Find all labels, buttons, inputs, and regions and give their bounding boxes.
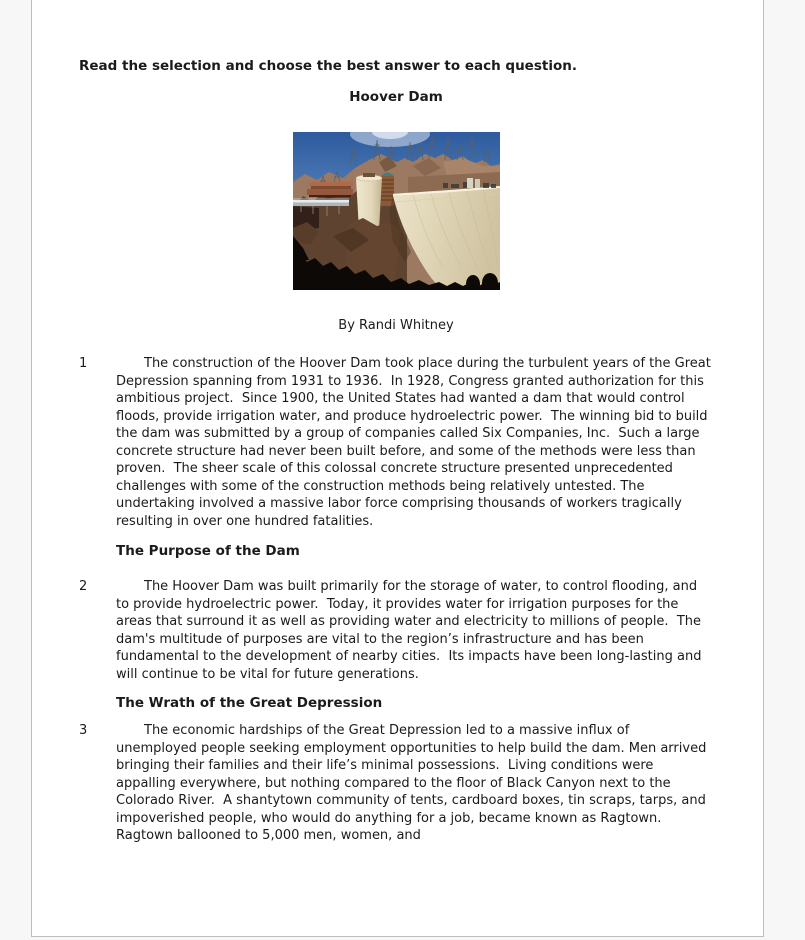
reading-passage-page bbox=[31, 0, 764, 937]
passage-title: Hoover Dam bbox=[349, 89, 443, 105]
visitor-center-building bbox=[307, 182, 353, 197]
byline: By Randi Whitney bbox=[338, 318, 454, 333]
section-heading-wrath: The Wrath of the Great Depression bbox=[116, 695, 383, 711]
paragraph-3-text: The economic hardships of the Great Depression led to a massive influx of unemployed people seeking employment opportunities to help build the dam. Men arrived bringing their families and their life’s minimal possessions. Living conditions were appalling everywhere, but nothing compared to the floor of Black Canyon next to the Colorado River. A shantytown community of tents, cardboard boxes, tin scraps, tarps, and impoverished people, who would do anything for a job, became known as Ragtown. Ragtown ballooned to 5,000 men, women, and bbox=[116, 723, 711, 843]
paragraph-2-number: 2 bbox=[79, 579, 88, 594]
paragraph-2-text: The Hoover Dam was built primarily for the storage of water, to control flooding, and to provide hydroelectric power. Today, it provides water for irrigation purposes for the areas that surround it as well as providing water and electricity to millions of people. The dam's multitude of purposes are vital to the region’s infrastructure and has been fundamental to the development of nearby cities. Its impacts have been long-lasting and will continue to be vital for future generations. bbox=[116, 579, 706, 682]
paragraph-1 bbox=[79, 355, 713, 530]
paragraph-3-number: 3 bbox=[79, 723, 88, 738]
photo-container bbox=[79, 132, 713, 290]
paragraph-3 bbox=[79, 722, 713, 845]
paragraph-1-number: 1 bbox=[79, 356, 88, 371]
instruction-text: Read the selection and choose the best answer to each question. bbox=[79, 58, 577, 74]
section-heading-purpose: The Purpose of the Dam bbox=[116, 543, 300, 559]
hoover-dam-photo bbox=[293, 132, 500, 290]
paragraph-2 bbox=[79, 578, 713, 683]
paragraph-1-text: The construction of the Hoover Dam took place during the turbulent years of the Great Depression spanning from 1931 to 1936. In 1928, Congress granted authorization for this ambitious project. Since 1900, the United States had wanted a dam that would control floods, provide irrigation water, and produce hydroelectric power. The winning bid to build the dam was submitted by a group of companies called Six Companies, Inc. Such a large concrete structure had never been built before, and some of the methods were less than proven. The sheer scale of this colossal concrete structure presented unprecedented challenges with some of the construction methods being relatively untested. The undertaking involved a massive labor force comprising thousands of workers tragically resulting in over one hundred fatalities. bbox=[116, 356, 715, 529]
